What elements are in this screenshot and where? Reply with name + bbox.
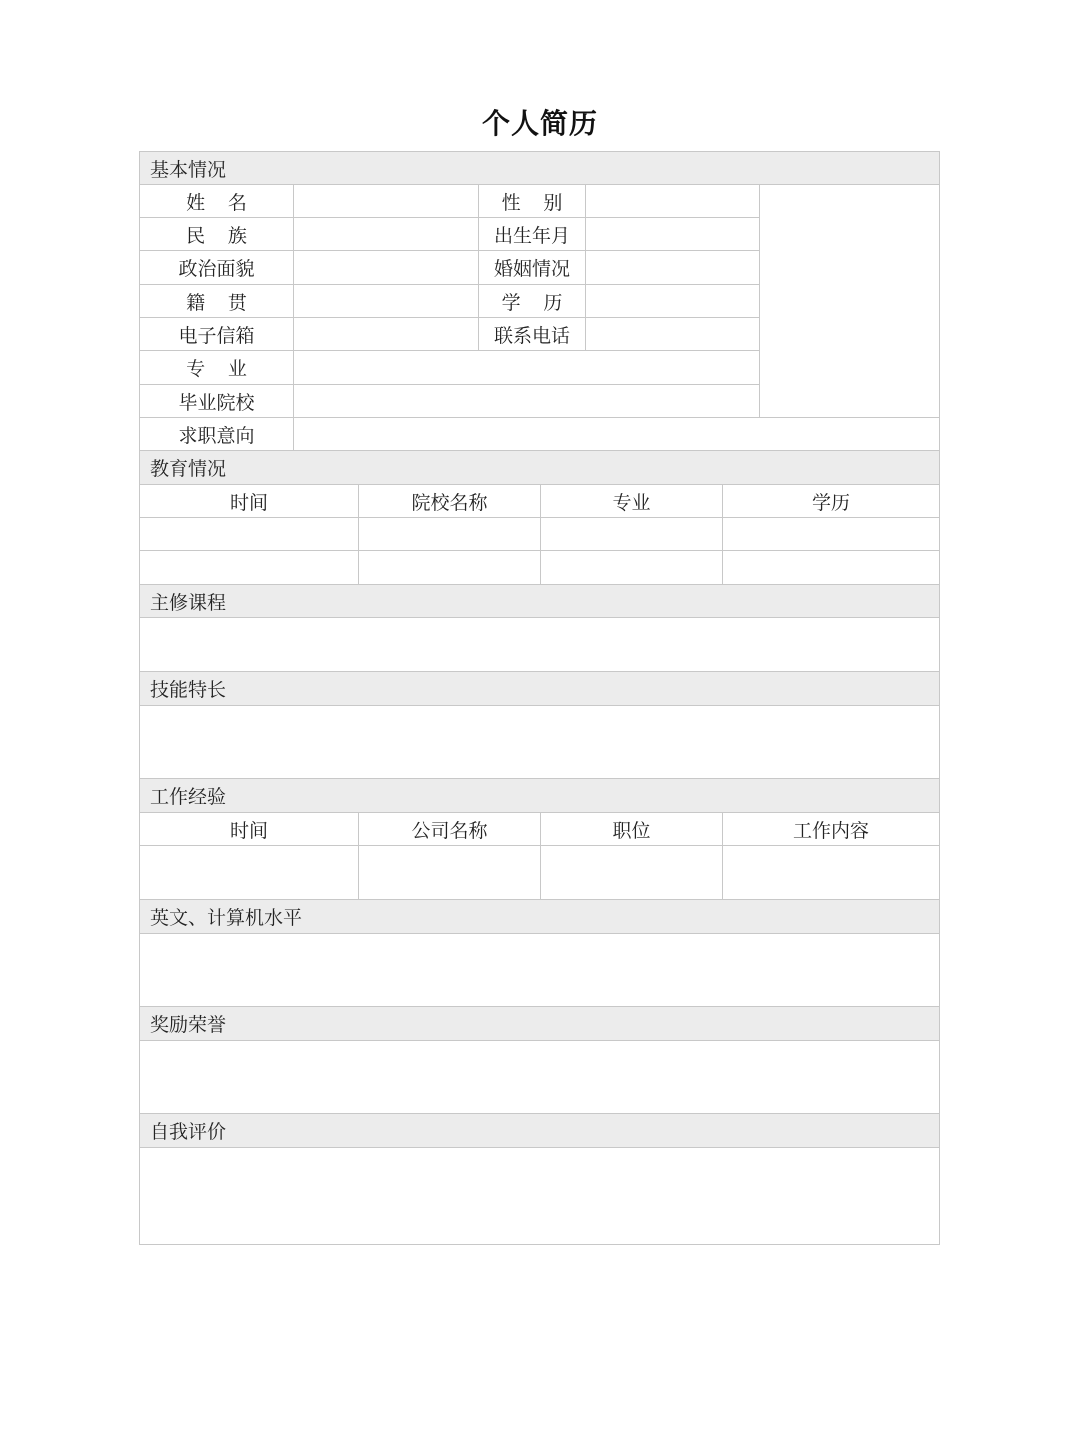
work-col-company: 公司名称 bbox=[358, 812, 541, 846]
field-name[interactable] bbox=[293, 184, 479, 218]
section-self: 自我评价 bbox=[139, 1113, 940, 1148]
section-awards: 奖励荣誉 bbox=[139, 1006, 940, 1041]
label-major: 专 业 bbox=[139, 350, 294, 385]
section-courses: 主修课程 bbox=[139, 584, 940, 618]
field-marital[interactable] bbox=[585, 250, 760, 285]
label-birth: 出生年月 bbox=[478, 217, 586, 251]
field-intention[interactable] bbox=[293, 417, 940, 451]
edu-row1-degree[interactable] bbox=[722, 517, 940, 551]
label-email: 电子信箱 bbox=[139, 317, 294, 351]
field-education-level[interactable] bbox=[585, 284, 760, 318]
edu-row2-school[interactable] bbox=[358, 550, 541, 585]
work-col-content: 工作内容 bbox=[722, 812, 940, 846]
page-title: 个人简历 bbox=[481, 107, 598, 140]
edu-row2-time[interactable] bbox=[139, 550, 359, 585]
label-gender: 性 别 bbox=[478, 184, 586, 218]
edu-row1-major[interactable] bbox=[540, 517, 723, 551]
label-intention: 求职意向 bbox=[139, 417, 294, 451]
edu-row1-school[interactable] bbox=[358, 517, 541, 551]
section-work: 工作经验 bbox=[139, 778, 940, 813]
label-marital: 婚姻情况 bbox=[478, 250, 586, 285]
work-row1-company[interactable] bbox=[358, 845, 541, 900]
edu-col-time: 时间 bbox=[139, 484, 359, 518]
section-basic: 基本情况 bbox=[139, 151, 940, 185]
field-ethnic[interactable] bbox=[293, 217, 479, 251]
label-name: 姓 名 bbox=[139, 184, 294, 218]
label-ethnic: 民 族 bbox=[139, 217, 294, 251]
section-skills: 技能特长 bbox=[139, 671, 940, 706]
work-col-position: 职位 bbox=[540, 812, 723, 846]
label-school: 毕业院校 bbox=[139, 384, 294, 418]
field-political[interactable] bbox=[293, 250, 479, 285]
label-origin: 籍 贯 bbox=[139, 284, 294, 318]
field-gender[interactable] bbox=[585, 184, 760, 218]
work-col-time: 时间 bbox=[139, 812, 359, 846]
field-birth[interactable] bbox=[585, 217, 760, 251]
edu-col-degree: 学历 bbox=[722, 484, 940, 518]
section-language: 英文、计算机水平 bbox=[139, 899, 940, 934]
label-phone: 联系电话 bbox=[478, 317, 586, 351]
work-row1-position[interactable] bbox=[540, 845, 723, 900]
edu-row2-major[interactable] bbox=[540, 550, 723, 585]
field-email[interactable] bbox=[293, 317, 479, 351]
label-political: 政治面貌 bbox=[139, 250, 294, 285]
work-row1-content[interactable] bbox=[722, 845, 940, 900]
field-skills[interactable] bbox=[139, 705, 940, 779]
label-education-level: 学 历 bbox=[478, 284, 586, 318]
field-school[interactable] bbox=[293, 384, 760, 418]
edu-row1-time[interactable] bbox=[139, 517, 359, 551]
field-origin[interactable] bbox=[293, 284, 479, 318]
field-language[interactable] bbox=[139, 933, 940, 1007]
work-row1-time[interactable] bbox=[139, 845, 359, 900]
edu-row2-degree[interactable] bbox=[722, 550, 940, 585]
field-courses[interactable] bbox=[139, 617, 940, 672]
field-awards[interactable] bbox=[139, 1040, 940, 1114]
field-major[interactable] bbox=[293, 350, 760, 385]
photo-box[interactable] bbox=[759, 184, 940, 418]
edu-col-school: 院校名称 bbox=[358, 484, 541, 518]
edu-col-major: 专业 bbox=[540, 484, 723, 518]
section-education: 教育情况 bbox=[139, 450, 940, 485]
field-self[interactable] bbox=[139, 1147, 940, 1245]
resume-grid bbox=[139, 151, 940, 1245]
field-phone[interactable] bbox=[585, 317, 760, 351]
